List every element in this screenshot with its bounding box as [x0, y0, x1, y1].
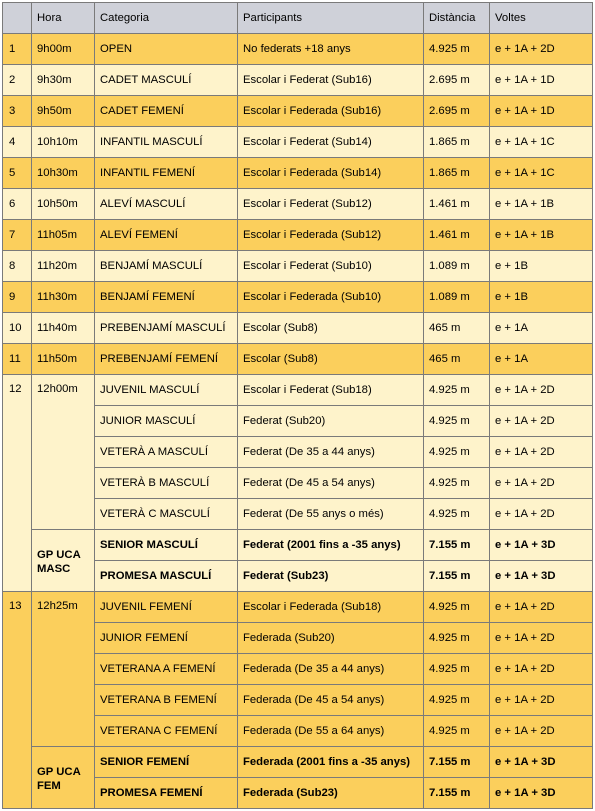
row-voltes: e + 1A + 3D — [490, 747, 593, 778]
row-voltes: e + 1A + 3D — [490, 778, 593, 809]
row-participants: Federada (2001 fins a -35 anys) — [238, 747, 424, 778]
header-cell-number — [3, 3, 32, 34]
row-categoria: ALEVÍ FEMENÍ — [95, 220, 238, 251]
row-number: 6 — [3, 189, 32, 220]
row-voltes: e + 1A + 3D — [490, 561, 593, 592]
row-participants: Federat (2001 fins a -35 anys) — [238, 530, 424, 561]
row-voltes: e + 1A + 2D — [490, 685, 593, 716]
row-participants: Federat (Sub23) — [238, 561, 424, 592]
table-row — [3, 592, 593, 623]
row-participants: Escolar i Federat (Sub10) — [238, 251, 424, 282]
row-number: 7 — [3, 220, 32, 251]
row-distancia: 1.865 m — [424, 127, 490, 158]
row-voltes: e + 1A + 2D — [490, 499, 593, 530]
row-categoria: VETERÀ A MASCULÍ — [95, 437, 238, 468]
row-voltes: e + 1A + 1B — [490, 189, 593, 220]
row-distancia: 7.155 m — [424, 747, 490, 778]
row-participants: Escolar i Federada (Sub18) — [238, 592, 424, 623]
row-categoria: CADET MASCULÍ — [95, 65, 238, 96]
row-categoria: PREBENJAMÍ MASCULÍ — [95, 313, 238, 344]
row-participants: Escolar i Federada (Sub16) — [238, 96, 424, 127]
row-distancia: 4.925 m — [424, 623, 490, 654]
table-row — [3, 34, 593, 65]
header-cell-categoria: Categoria — [95, 3, 238, 34]
row-categoria: VETERANA C FEMENÍ — [95, 716, 238, 747]
row-hora: 9h30m — [32, 65, 95, 96]
row-distancia: 4.925 m — [424, 654, 490, 685]
group-hora: 12h00m — [32, 375, 95, 530]
gp-uca-label-line2: FEM — [37, 779, 61, 792]
row-number: 10 — [3, 313, 32, 344]
row-hora: 11h05m — [32, 220, 95, 251]
header-cell-hora: Hora — [32, 3, 95, 34]
row-voltes: e + 1A + 2D — [490, 375, 593, 406]
header-cell-voltes: Voltes — [490, 3, 593, 34]
row-participants: Federada (De 55 a 64 anys) — [238, 716, 424, 747]
schedule-table — [2, 2, 593, 809]
table-row — [3, 96, 593, 127]
row-distancia: 4.925 m — [424, 499, 490, 530]
row-distancia: 4.925 m — [424, 375, 490, 406]
row-categoria: PROMESA FEMENÍ — [95, 778, 238, 809]
row-categoria: JUNIOR FEMENÍ — [95, 623, 238, 654]
row-categoria: PROMESA MASCULÍ — [95, 561, 238, 592]
row-distancia: 4.925 m — [424, 406, 490, 437]
row-participants: Escolar i Federada (Sub12) — [238, 220, 424, 251]
row-hora: 10h50m — [32, 189, 95, 220]
row-voltes: e + 1A + 2D — [490, 592, 593, 623]
row-voltes: e + 1B — [490, 251, 593, 282]
row-participants: Escolar i Federat (Sub14) — [238, 127, 424, 158]
row-voltes: e + 1A + 1C — [490, 158, 593, 189]
row-voltes: e + 1A — [490, 313, 593, 344]
row-participants: Federada (De 35 a 44 anys) — [238, 654, 424, 685]
row-distancia: 1.089 m — [424, 282, 490, 313]
row-hora: 11h50m — [32, 344, 95, 375]
row-voltes: e + 1A + 1C — [490, 127, 593, 158]
row-participants: Federada (Sub23) — [238, 778, 424, 809]
row-categoria: VETERANA A FEMENÍ — [95, 654, 238, 685]
row-distancia: 4.925 m — [424, 685, 490, 716]
row-number: 4 — [3, 127, 32, 158]
schedule-table-body — [3, 3, 593, 809]
table-row — [3, 220, 593, 251]
row-categoria: JUVENIL FEMENÍ — [95, 592, 238, 623]
row-participants: Federat (De 35 a 44 anys) — [238, 437, 424, 468]
row-number: 3 — [3, 96, 32, 127]
group-hora: 12h25m — [32, 592, 95, 747]
header-cell-distancia: Distància — [424, 3, 490, 34]
row-categoria: BENJAMÍ FEMENÍ — [95, 282, 238, 313]
table-row-gp — [3, 747, 593, 778]
row-voltes: e + 1A + 2D — [490, 468, 593, 499]
row-participants: Escolar (Sub8) — [238, 313, 424, 344]
row-distancia: 465 m — [424, 313, 490, 344]
row-number: 8 — [3, 251, 32, 282]
row-voltes: e + 1A + 1D — [490, 96, 593, 127]
table-row — [3, 344, 593, 375]
row-hora: 11h20m — [32, 251, 95, 282]
row-categoria: ALEVÍ MASCULÍ — [95, 189, 238, 220]
table-row — [3, 313, 593, 344]
row-number: 5 — [3, 158, 32, 189]
row-voltes: e + 1A + 2D — [490, 654, 593, 685]
table-row — [3, 282, 593, 313]
row-voltes: e + 1A + 3D — [490, 530, 593, 561]
gp-uca-label-line2: MASC — [37, 562, 71, 575]
row-categoria: VETERÀ C MASCULÍ — [95, 499, 238, 530]
row-distancia: 4.925 m — [424, 716, 490, 747]
row-voltes: e + 1A + 1D — [490, 65, 593, 96]
row-distancia: 4.925 m — [424, 437, 490, 468]
row-categoria: JUVENIL MASCULÍ — [95, 375, 238, 406]
row-distancia: 1.865 m — [424, 158, 490, 189]
row-distancia: 4.925 m — [424, 468, 490, 499]
row-categoria: VETERÀ B MASCULÍ — [95, 468, 238, 499]
row-distancia: 1.089 m — [424, 251, 490, 282]
row-participants: Escolar i Federat (Sub16) — [238, 65, 424, 96]
gp-uca-label-line1: GP UCA — [37, 765, 81, 778]
row-voltes: e + 1A + 2D — [490, 623, 593, 654]
row-voltes: e + 1A + 2D — [490, 716, 593, 747]
row-participants: Federat (De 45 a 54 anys) — [238, 468, 424, 499]
row-participants: Federada (De 45 a 54 anys) — [238, 685, 424, 716]
row-participants: Escolar i Federat (Sub12) — [238, 189, 424, 220]
row-voltes: e + 1A — [490, 344, 593, 375]
row-hora: 9h00m — [32, 34, 95, 65]
row-number: 1 — [3, 34, 32, 65]
row-number: 9 — [3, 282, 32, 313]
table-row — [3, 251, 593, 282]
row-categoria: OPEN — [95, 34, 238, 65]
row-voltes: e + 1A + 2D — [490, 437, 593, 468]
schedule-table-wrapper — [2, 2, 593, 809]
row-participants: No federats +18 anys — [238, 34, 424, 65]
row-distancia: 7.155 m — [424, 530, 490, 561]
row-participants: Escolar i Federada (Sub14) — [238, 158, 424, 189]
row-distancia: 4.925 m — [424, 592, 490, 623]
row-participants: Federada (Sub20) — [238, 623, 424, 654]
row-distancia: 465 m — [424, 344, 490, 375]
row-voltes: e + 1A + 2D — [490, 34, 593, 65]
row-voltes: e + 1B — [490, 282, 593, 313]
row-categoria: SENIOR FEMENÍ — [95, 747, 238, 778]
row-distancia: 2.695 m — [424, 65, 490, 96]
row-categoria: INFANTIL MASCULÍ — [95, 127, 238, 158]
row-hora: 9h50m — [32, 96, 95, 127]
table-row — [3, 189, 593, 220]
group-number: 13 — [3, 592, 32, 809]
row-categoria: PREBENJAMÍ FEMENÍ — [95, 344, 238, 375]
row-distancia: 7.155 m — [424, 778, 490, 809]
row-participants: Escolar (Sub8) — [238, 344, 424, 375]
table-row-gp — [3, 530, 593, 561]
row-hora: 11h40m — [32, 313, 95, 344]
row-distancia: 1.461 m — [424, 189, 490, 220]
row-participants: Federat (De 55 anys o més) — [238, 499, 424, 530]
row-voltes: e + 1A + 1B — [490, 220, 593, 251]
table-row — [3, 65, 593, 96]
row-distancia: 1.461 m — [424, 220, 490, 251]
row-distancia: 2.695 m — [424, 96, 490, 127]
row-hora: 10h10m — [32, 127, 95, 158]
row-number: 11 — [3, 344, 32, 375]
header-cell-participants: Participants — [238, 3, 424, 34]
row-voltes: e + 1A + 2D — [490, 406, 593, 437]
row-participants: Federat (Sub20) — [238, 406, 424, 437]
table-row — [3, 127, 593, 158]
group-number: 12 — [3, 375, 32, 592]
row-categoria: VETERANA B FEMENÍ — [95, 685, 238, 716]
gp-uca-label — [32, 747, 95, 809]
table-row — [3, 375, 593, 406]
row-categoria: INFANTIL FEMENÍ — [95, 158, 238, 189]
table-header-row — [3, 3, 593, 34]
row-hora: 11h30m — [32, 282, 95, 313]
row-distancia: 4.925 m — [424, 34, 490, 65]
row-categoria: CADET FEMENÍ — [95, 96, 238, 127]
row-categoria: SENIOR MASCULÍ — [95, 530, 238, 561]
row-categoria: JUNIOR MASCULÍ — [95, 406, 238, 437]
gp-uca-label — [32, 530, 95, 592]
row-distancia: 7.155 m — [424, 561, 490, 592]
gp-uca-label-line1: GP UCA — [37, 548, 81, 561]
row-hora: 10h30m — [32, 158, 95, 189]
row-participants: Escolar i Federat (Sub18) — [238, 375, 424, 406]
table-row — [3, 158, 593, 189]
row-participants: Escolar i Federada (Sub10) — [238, 282, 424, 313]
row-number: 2 — [3, 65, 32, 96]
row-categoria: BENJAMÍ MASCULÍ — [95, 251, 238, 282]
